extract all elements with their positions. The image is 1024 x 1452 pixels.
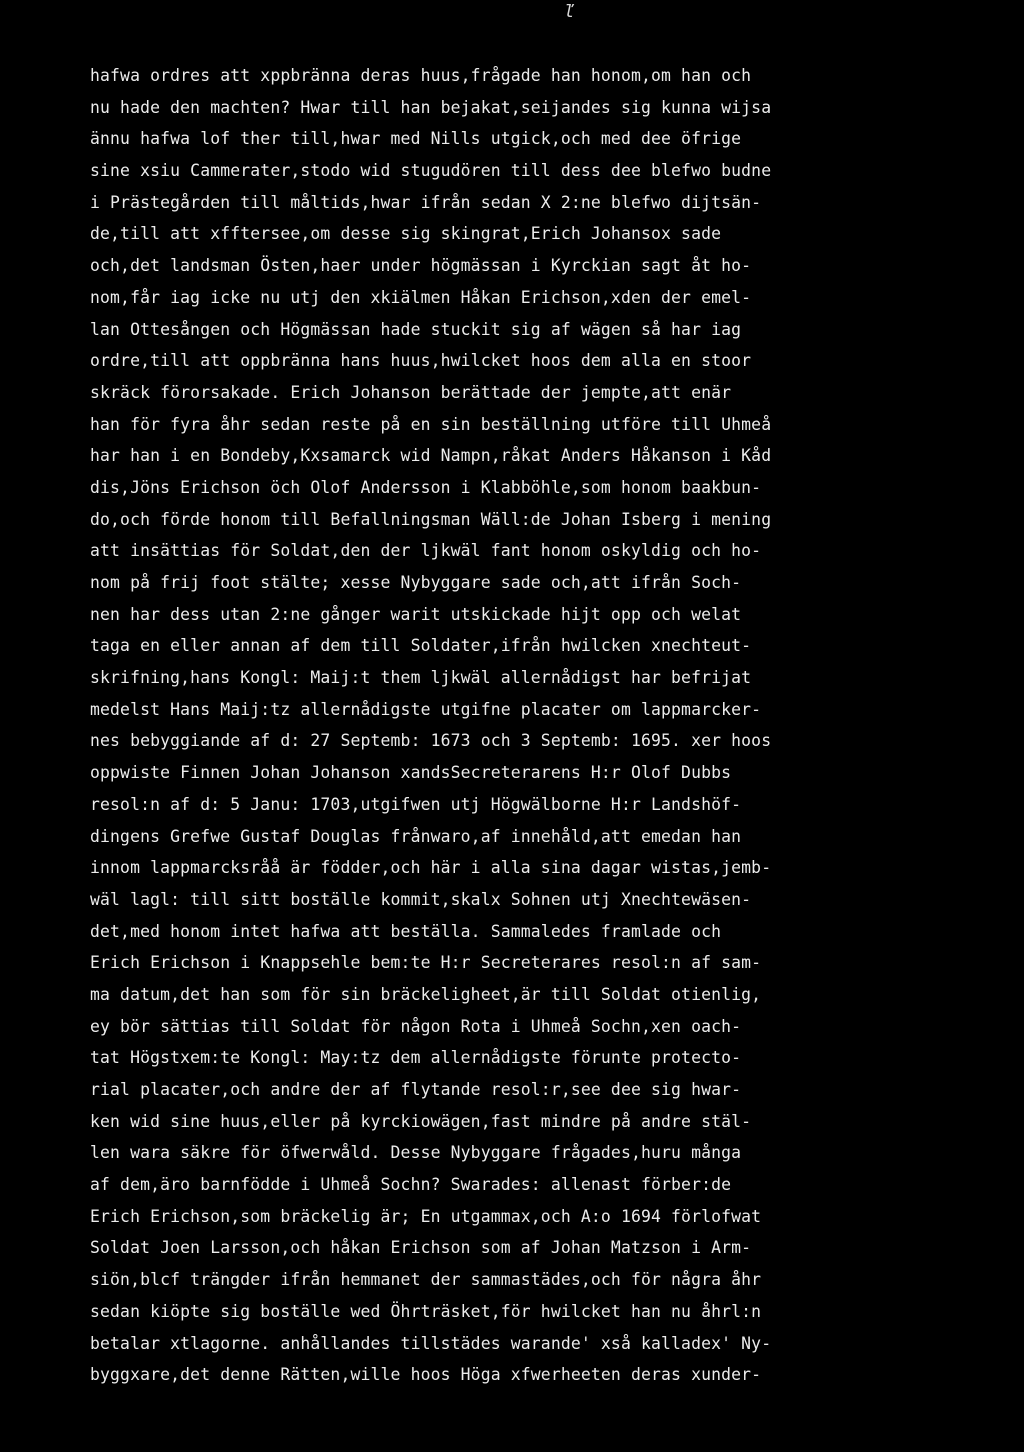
text-line-6: de,till att xfftersee,om desse sig skingrat,Erich Johansox sade: [90, 224, 722, 244]
text-line-38: Soldat Joen Larsson,och håkan Erichson som af Johan Matzson i Arm-: [90, 1238, 752, 1258]
text-line-37: Erich Erichson,som bräckelig är; En utgammax,och A:o 1694 förlofwat: [90, 1206, 762, 1226]
text-line-31: ey bör sättias till Soldat för någon Rota i Uhmeå Sochn,xen oach-: [90, 1016, 742, 1036]
text-line-42: byggxare,det denne Rätten,wille hoos Höga xfwerheeten deras xunder-: [90, 1365, 762, 1385]
text-line-7: och,det landsman Östen,haer under högmässan i Kyrckian sagt åt ho-: [90, 256, 752, 276]
text-line-24: resol:n af d: 5 Janu: 1703,utgifwen utj Högwälborne H:r Landshöf-: [90, 794, 742, 814]
text-line-30: ma datum,det han som för sin bräckeligheet,är till Soldat otienlig,: [90, 984, 762, 1004]
text-line-13: har han i en Bondeby,Kxsamarck wid Nampn,råkat Anders Håkanson i Kåd: [90, 446, 772, 466]
text-line-27: wäl lagl: till sitt boställe kommit,skalx Sohnen utj Xnechtewäsen-: [90, 889, 752, 909]
text-line-9: lan Ottesången och Högmässan hade stuckit sig af wägen så har iag: [90, 319, 742, 339]
text-line-16: att insättias för Soldat,den der ljkwäl fant honom oskyldig och ho-: [90, 541, 762, 561]
text-line-35: len wara säkre för öfwerwåld. Desse Nybyggare frågades,huru många: [90, 1143, 742, 1163]
text-line-32: tat Högstxem:te Kongl: May:tz dem allernådigste förunte protecto-: [90, 1048, 742, 1068]
text-line-4: sine xsiu Cammerater,stodo wid stugudören till dess dee blefwo budne: [90, 161, 772, 181]
page-number-mark: ľ: [564, 2, 575, 22]
text-line-1: hafwa ordres att xppbränna deras huus,frågade han honom,om han och: [90, 66, 752, 85]
text-line-2: nu hade den machten? Hwar till han bejakat,seijandes sig kunna wijsa: [90, 97, 772, 117]
text-line-20: skrifning,hans Kongl: Maij:t them ljkwäl allernådigst har befrijat: [90, 668, 752, 688]
text-line-29: Erich Erichson i Knappsehle bem:te H:r Secreterares resol:n af sam-: [90, 953, 762, 973]
text-line-10: ordre,till att oppbränna hans huus,hwilcket hoos dem alla en stoor: [90, 351, 752, 371]
text-line-15: do,och förde honom till Befallningsman Wäll:de Johan Isberg i mening: [90, 509, 772, 529]
text-line-28: det,med honom intet hafwa att beställa. Sammaledes framlade och: [90, 921, 722, 941]
text-line-18: nen har dess utan 2:ne gånger warit utskickade hijt opp och welat: [90, 604, 742, 624]
text-line-39: siön,blcf trängder ifrån hemmanet der sammastädes,och för några åhr: [90, 1270, 762, 1290]
text-line-36: af dem,äro barnfödde i Uhmeå Sochn? Swarades: allenast förber:de: [90, 1175, 732, 1195]
text-line-41: betalar xtlagorne. anhållandes tillstädes warande' xså kalladex' Ny-: [90, 1333, 772, 1353]
typed-document-body: [90, 60, 950, 1391]
text-line-8: nom,får iag icke nu utj den xkiälmen Håkan Erichson,xden der emel-: [90, 287, 752, 307]
text-line-23: oppwiste Finnen Johan Johanson xandsSecreterarens H:r Olof Dubbs: [90, 763, 732, 783]
text-line-12: han för fyra åhr sedan reste på en sin beställning utföre till Uhmeå: [90, 414, 772, 434]
text-line-21: medelst Hans Maij:tz allernådigste utgifne placater om lappmarcker-: [90, 699, 762, 719]
text-line-33: rial placater,och andre der af flytande resol:r,see dee sig hwar-: [90, 1080, 742, 1099]
text-line-25: dingens Grefwe Gustaf Douglas frånwaro,af innehåld,att emedan han: [90, 826, 742, 846]
text-line-3: ännu hafwa lof ther till,hwar med Nills utgick,och med dee öfrige: [90, 129, 742, 149]
text-line-40: sedan kiöpte sig boställe wed Öhrträsket,för hwilcket han nu åhrl:n: [90, 1301, 762, 1321]
text-line-17: nom på frij foot stälte; xesse Nybyggare sade och,att ifrån Soch-: [90, 573, 742, 592]
text-line-5: i Prästegården till måltids,hwar ifrån sedan X 2:ne blefwo dijtsän-: [90, 192, 762, 212]
text-line-11: skräck förorsakade. Erich Johanson berättade der jempte,att enär: [90, 382, 732, 402]
text-line-14: dis,Jöns Erichson öch Olof Andersson i Klabböhle,som honom baakbun-: [90, 477, 762, 497]
text-line-22: nes bebyggiande af d: 27 Septemb: 1673 och 3 Septemb: 1695. xer hoos: [90, 731, 772, 751]
text-line-26: innom lappmarcksråå är födder,och här i alla sina dagar wistas,jemb-: [90, 858, 772, 878]
text-line-34: ken wid sine huus,eller på kyrckiowägen,fast mindre på andre stäl-: [90, 1111, 752, 1131]
text-line-19: taga en eller annan af dem till Soldater,ifrån hwilcken xnechteut-: [90, 636, 752, 656]
